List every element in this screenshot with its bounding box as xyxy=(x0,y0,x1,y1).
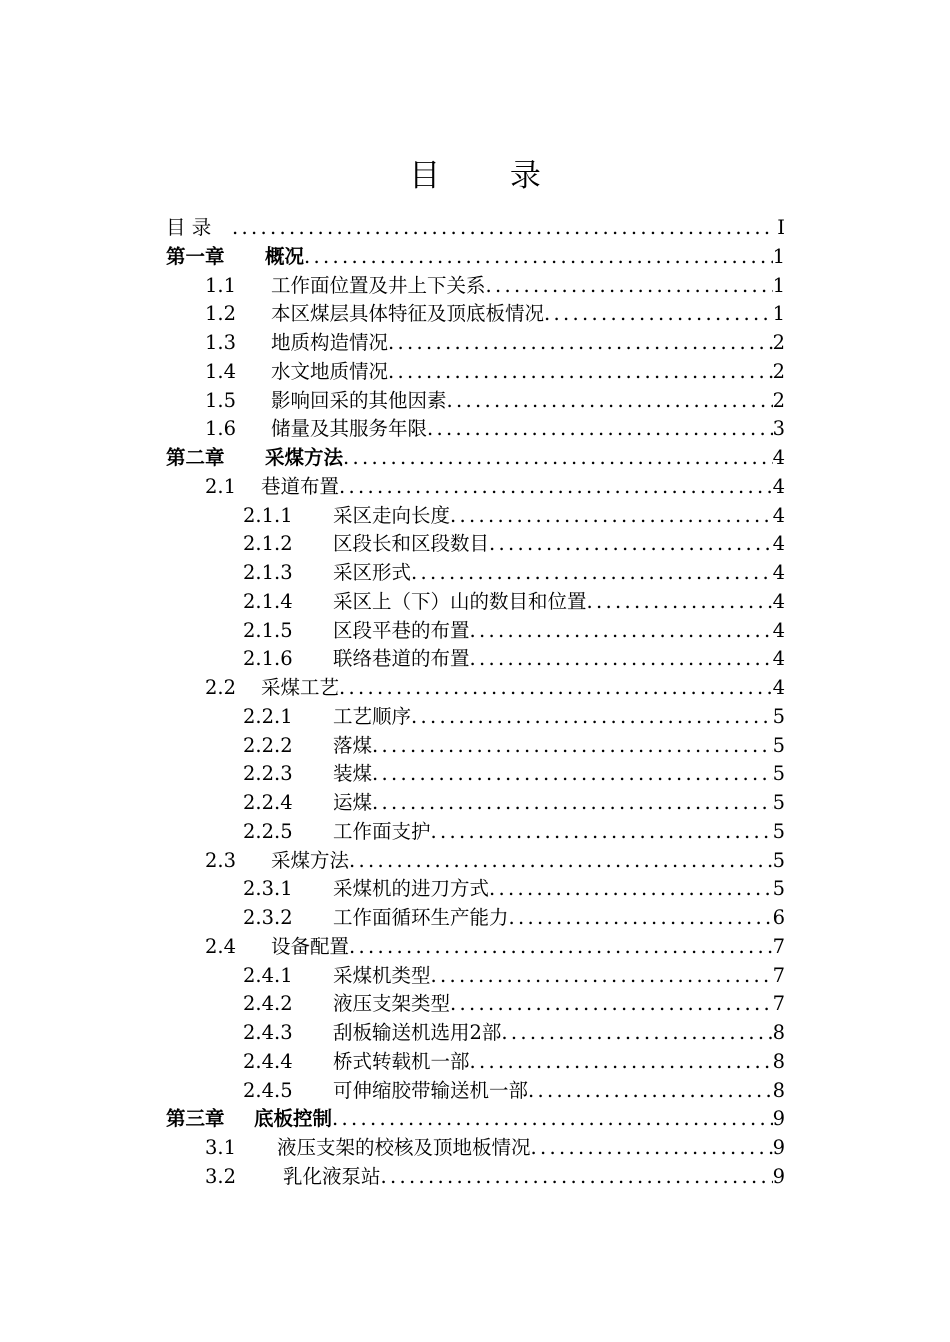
toc-entry[interactable] xyxy=(166,818,785,847)
toc-entry-page: 5 xyxy=(772,704,785,728)
dot-leader xyxy=(411,559,773,588)
toc-entry-number: 1.1 xyxy=(205,273,237,297)
toc-entry-page: 1 xyxy=(772,273,785,297)
toc-entry-title: 储量及其服务年限 xyxy=(271,417,428,441)
toc-entry[interactable] xyxy=(166,990,785,1019)
toc-entry-title: 联络巷道的布置 xyxy=(333,647,470,671)
toc-entry[interactable] xyxy=(166,1019,785,1048)
toc-entry[interactable] xyxy=(166,847,785,876)
dot-leader xyxy=(349,847,773,876)
toc-entry[interactable] xyxy=(166,962,785,991)
toc-entry[interactable] xyxy=(166,732,785,761)
toc-entry-number: 1.3 xyxy=(205,331,237,354)
toc-entry-page: 9 xyxy=(772,1164,785,1188)
dot-leader xyxy=(450,990,773,1019)
toc-entry-number: 2.1.6 xyxy=(243,647,293,671)
toc-entry-number: 2.2.5 xyxy=(243,819,293,843)
toc-entry-page: 4 xyxy=(772,676,785,699)
dot-leader xyxy=(486,272,773,301)
toc-entry-number: 第一章 xyxy=(166,244,225,268)
toc-entry-title: 影响回采的其他因素 xyxy=(271,388,447,412)
dot-leader xyxy=(343,444,773,473)
toc-entry-number: 1.5 xyxy=(205,388,237,412)
toc-entry-number: 2.2.1 xyxy=(243,704,293,728)
toc-entry-number: 第二章 xyxy=(166,446,225,469)
toc-entry-number: 2.3.2 xyxy=(243,906,293,929)
toc-entry[interactable] xyxy=(166,300,785,329)
dot-leader xyxy=(411,703,773,732)
toc-entry-title: 区段平巷的布置 xyxy=(333,618,470,642)
dot-leader xyxy=(470,1048,773,1077)
toc-entry-number: 2.2.3 xyxy=(243,762,293,786)
toc-entry-number: 第三章 xyxy=(166,1107,225,1131)
toc-entry-title: 地质构造情况 xyxy=(271,331,389,354)
toc-entry-page: 9 xyxy=(772,1136,785,1159)
dot-leader xyxy=(509,904,773,933)
toc-entry[interactable] xyxy=(166,243,785,272)
toc-entry-title: 概况 xyxy=(265,244,305,268)
toc-entry-number: 3.1 xyxy=(205,1136,237,1159)
toc-entry[interactable] xyxy=(166,645,785,674)
toc-entry-title: 工作面支护 xyxy=(333,819,431,843)
toc-entry[interactable] xyxy=(166,1048,785,1077)
toc-entry[interactable] xyxy=(166,559,785,588)
toc-entry-title: 刮板输送机选用2部 xyxy=(333,1021,502,1044)
toc-entry-number: 2.1.3 xyxy=(243,561,293,584)
toc-entry-number: 2.1.4 xyxy=(243,589,293,613)
toc-entry[interactable] xyxy=(166,933,785,962)
toc-entry-page: 4 xyxy=(772,446,785,469)
dot-leader xyxy=(388,358,773,387)
dot-leader xyxy=(501,1019,772,1048)
toc-entry-title: 采区形式 xyxy=(333,561,412,584)
toc-entry-page: 7 xyxy=(772,963,785,987)
toc-entry-page: 8 xyxy=(772,1021,785,1044)
toc-entry-page: 1 xyxy=(772,302,785,326)
toc-entry-number: 1.2 xyxy=(205,302,237,326)
toc-entry-number: 2.4.1 xyxy=(243,963,293,987)
dot-leader xyxy=(339,674,773,703)
toc-entry-page: 4 xyxy=(772,561,785,584)
toc-entry[interactable] xyxy=(166,1077,785,1106)
toc-entry-page: 5 xyxy=(772,848,785,872)
dot-leader xyxy=(450,502,773,531)
toc-entry-page: 3 xyxy=(772,417,785,441)
toc-entry-page: 5 xyxy=(772,791,785,814)
toc-entry-number: 3.2 xyxy=(205,1164,237,1188)
toc-entry-title: 采煤机类型 xyxy=(333,963,431,987)
toc-entry-number: 2.2 xyxy=(205,676,237,699)
toc-entry[interactable] xyxy=(166,272,785,301)
dot-leader xyxy=(304,243,773,272)
toc-entry-title: 桥式转载机一部 xyxy=(333,1049,470,1073)
dot-leader xyxy=(489,875,773,904)
toc-entry[interactable] xyxy=(166,760,785,789)
toc-entry-number: 目 录 xyxy=(166,216,212,239)
toc-entry[interactable] xyxy=(166,875,785,904)
dot-leader xyxy=(528,1077,773,1106)
dot-leader xyxy=(388,329,773,358)
dot-leader xyxy=(470,617,773,646)
toc-entry[interactable] xyxy=(166,1163,785,1192)
toc-entry-title: 工艺顺序 xyxy=(333,704,412,728)
toc-entry-title: 采煤方法 xyxy=(265,446,344,469)
dot-leader xyxy=(427,415,773,444)
dot-leader xyxy=(470,645,773,674)
dot-leader xyxy=(431,818,773,847)
toc-entry[interactable] xyxy=(166,703,785,732)
toc-entry[interactable] xyxy=(166,674,785,703)
toc-entry-page: 4 xyxy=(772,474,785,498)
dot-leader xyxy=(489,530,773,559)
dot-leader xyxy=(372,789,773,818)
toc-entry-page: 5 xyxy=(772,819,785,843)
dot-leader xyxy=(332,1105,773,1134)
dot-leader xyxy=(372,732,773,761)
toc-entry-number: 2.4.5 xyxy=(243,1078,293,1102)
toc-entry-page: 1 xyxy=(772,244,785,268)
toc-entry-page: 4 xyxy=(772,503,785,527)
toc-entry[interactable] xyxy=(166,387,785,416)
toc-entry-number: 2.1 xyxy=(205,474,237,498)
toc-entry-title: 落煤 xyxy=(333,733,373,757)
toc-entry[interactable] xyxy=(166,789,785,818)
toc-entry[interactable] xyxy=(166,1105,785,1134)
toc-entry-title: 设备配置 xyxy=(271,934,350,958)
toc-entry-number: 2.1.5 xyxy=(243,618,293,642)
toc-entry[interactable] xyxy=(166,444,785,473)
toc-entry-number: 2.4.4 xyxy=(243,1049,293,1073)
toc-entry-title: 采区上（下）山的数目和位置 xyxy=(333,589,587,613)
toc-entry-title: 液压支架的校核及顶地板情况 xyxy=(277,1136,531,1159)
toc-entry[interactable] xyxy=(166,415,785,444)
table-of-contents xyxy=(166,214,785,1192)
toc-entry-title: 工作面位置及井上下关系 xyxy=(271,273,486,297)
toc-entry-title: 装煤 xyxy=(333,762,373,786)
toc-entry[interactable] xyxy=(166,214,785,243)
toc-entry-page: 8 xyxy=(772,1078,785,1102)
toc-entry[interactable] xyxy=(166,473,785,502)
toc-entry[interactable] xyxy=(166,904,785,933)
dot-leader xyxy=(381,1163,773,1192)
toc-entry[interactable] xyxy=(166,502,785,531)
toc-entry-page: 6 xyxy=(772,906,785,929)
toc-entry-page: 2 xyxy=(772,331,785,354)
toc-entry-page: 5 xyxy=(772,877,785,901)
dot-leader xyxy=(431,962,773,991)
toc-entry-page: 7 xyxy=(772,992,785,1016)
toc-entry-number: 2.2.4 xyxy=(243,791,293,814)
page-title: 目 录 xyxy=(409,158,571,194)
toc-entry-title: 运煤 xyxy=(333,791,373,814)
toc-entry[interactable] xyxy=(166,530,785,559)
toc-entry[interactable] xyxy=(166,617,785,646)
toc-entry-title: 液压支架类型 xyxy=(333,992,451,1016)
dot-leader xyxy=(349,933,773,962)
toc-entry-title: 本区煤层具体特征及顶底板情况 xyxy=(271,302,545,326)
toc-entry-page: 8 xyxy=(772,1049,785,1073)
toc-entry-title: 采煤方法 xyxy=(271,848,350,872)
toc-entry-page: 7 xyxy=(772,934,785,958)
toc-entry-page: 5 xyxy=(772,733,785,757)
toc-entry-title: 乳化液泵站 xyxy=(283,1164,381,1188)
toc-entry-page: 4 xyxy=(772,532,785,556)
toc-entry-number: 2.2.2 xyxy=(243,733,293,757)
toc-entry-number: 1.4 xyxy=(205,359,237,383)
toc-entry-title: 底板控制 xyxy=(254,1107,333,1131)
toc-entry-title: 工作面循环生产能力 xyxy=(333,906,509,929)
toc-entry-page: 2 xyxy=(772,359,785,383)
toc-entry-page: 4 xyxy=(772,618,785,642)
dot-leader xyxy=(531,1134,773,1163)
toc-entry-number: 2.4.2 xyxy=(243,992,293,1016)
toc-entry-number: 1.6 xyxy=(205,417,237,441)
toc-entry-number: 2.4.3 xyxy=(243,1021,293,1044)
toc-entry-title: 水文地质情况 xyxy=(271,359,389,383)
toc-entry-title: 可伸缩胶带输送机一部 xyxy=(333,1078,529,1102)
toc-entry[interactable] xyxy=(166,588,785,617)
toc-entry-title: 采区走向长度 xyxy=(333,503,451,527)
toc-entry-page: 2 xyxy=(772,388,785,412)
toc-entry[interactable] xyxy=(166,1134,785,1163)
toc-entry-page: 5 xyxy=(772,762,785,786)
dot-leader xyxy=(447,387,773,416)
toc-entry-number: 2.4 xyxy=(205,934,237,958)
toc-entry-page: 4 xyxy=(772,647,785,671)
toc-entry-number: 2.1.1 xyxy=(243,503,293,527)
toc-entry-number: 2.3 xyxy=(205,848,237,872)
dot-leader xyxy=(339,473,773,502)
toc-entry-title: 采煤机的进刀方式 xyxy=(333,877,490,901)
toc-entry-number: 2.1.2 xyxy=(243,532,293,556)
toc-entry-page: I xyxy=(777,216,785,239)
dot-leader xyxy=(372,760,773,789)
toc-entry-number: 2.3.1 xyxy=(243,877,293,901)
dot-leader xyxy=(544,300,773,329)
dot-leader xyxy=(587,588,773,617)
dot-leader xyxy=(232,214,773,243)
toc-entry-page: 9 xyxy=(772,1107,785,1131)
toc-entry-title: 区段长和区段数目 xyxy=(333,532,490,556)
toc-entry-title: 采煤工艺 xyxy=(261,676,340,699)
toc-entry-page: 4 xyxy=(772,589,785,613)
toc-entry[interactable] xyxy=(166,358,785,387)
toc-entry[interactable] xyxy=(166,329,785,358)
toc-entry-title: 巷道布置 xyxy=(261,474,340,498)
